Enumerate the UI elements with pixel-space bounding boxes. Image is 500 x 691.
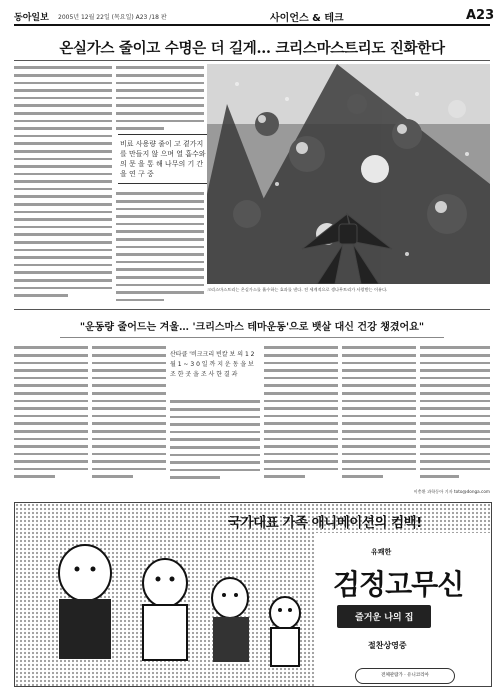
text-line: [342, 397, 416, 405]
text-line: [116, 102, 204, 110]
text-line: [420, 367, 490, 375]
text-line: [420, 466, 490, 474]
text-line: [116, 117, 204, 125]
movie-subtitle: 즐거운 나의 집: [337, 605, 431, 628]
text-line: [170, 398, 260, 406]
text-line: [342, 352, 416, 360]
text-line: [92, 435, 166, 443]
text-line: [342, 420, 416, 428]
text-line: [14, 352, 88, 360]
article2-pull-quote: 산타클 '비크크리 빈칼 보 의 1 2 월 1 ~ 3 0 일 까 지 운 동 을 보 조 한 곳 을 조 사 한 결 과: [170, 351, 255, 378]
text-line: [420, 450, 490, 458]
text-line: [342, 473, 416, 481]
text-line: [342, 344, 416, 352]
text-line: [14, 223, 112, 231]
text-line: [116, 274, 204, 282]
text-line: [342, 428, 416, 436]
text-line: [342, 450, 416, 458]
text-line: [14, 473, 88, 481]
text-line: [264, 344, 338, 352]
text-line: [14, 72, 112, 80]
article2-column-4: [264, 344, 338, 486]
text-line: [116, 281, 204, 289]
text-line: [14, 382, 88, 390]
text-line: [170, 421, 260, 429]
text-line: [92, 450, 166, 458]
text-line: [264, 412, 338, 420]
text-line: [116, 220, 204, 228]
text-line: [264, 458, 338, 466]
text-line: [14, 155, 112, 163]
christmas-tree-photo: [207, 64, 490, 284]
text-line: [14, 125, 112, 133]
text-line: [14, 420, 88, 428]
text-line: [92, 428, 166, 436]
text-line: [14, 64, 112, 72]
text-line: [420, 382, 490, 390]
text-line: [170, 444, 260, 452]
text-line: [420, 359, 490, 367]
text-line: [342, 405, 416, 413]
text-line: [116, 213, 204, 221]
text-line: [264, 466, 338, 474]
text-line: [264, 374, 338, 382]
text-line: [14, 284, 112, 292]
text-line: [116, 243, 204, 251]
text-line: [92, 420, 166, 428]
text-line: [14, 239, 112, 247]
text-line: [92, 473, 166, 481]
text-line: [14, 170, 112, 178]
text-line: [170, 413, 260, 421]
text-line: [264, 352, 338, 360]
text-line: [14, 261, 112, 269]
text-line: [170, 436, 260, 444]
text-line: [116, 258, 204, 266]
text-line: [14, 458, 88, 466]
text-line: [170, 459, 260, 467]
text-line: [14, 79, 112, 87]
movie-title: 검정고무신: [333, 568, 464, 601]
text-line: [420, 397, 490, 405]
text-line: [14, 110, 112, 118]
text-line: [264, 435, 338, 443]
article2-column-2: [92, 344, 166, 486]
text-line: [342, 382, 416, 390]
text-line: [14, 397, 88, 405]
text-line: [92, 458, 166, 466]
text-line: [14, 374, 88, 382]
rating-badge: 전체관람가 · 유니코리아: [355, 668, 455, 684]
text-line: [264, 473, 338, 481]
text-line: [14, 186, 112, 194]
text-line: [14, 148, 112, 156]
text-line: [264, 397, 338, 405]
text-line: [420, 458, 490, 466]
text-line: [92, 443, 166, 451]
text-line: [116, 125, 204, 132]
headline-rule: [14, 60, 490, 61]
christmas-tree-image: [207, 64, 490, 284]
movie-advertisement: [14, 502, 492, 687]
text-line: [92, 374, 166, 382]
text-line: [92, 352, 166, 360]
text-line: [116, 198, 204, 206]
text-line: [14, 428, 88, 436]
text-line: [116, 205, 204, 213]
subhead-rule: [60, 337, 444, 338]
text-line: [116, 289, 204, 297]
article2-column-6: [420, 344, 490, 486]
text-line: [14, 140, 112, 148]
text-line: [116, 296, 204, 304]
text-line: [264, 382, 338, 390]
text-line: [92, 405, 166, 413]
text-line: [92, 359, 166, 367]
text-line: [170, 451, 260, 459]
text-line: [14, 201, 112, 209]
text-line: [14, 277, 112, 285]
byline: 이충환 과학동아 기자 toto@donga.com: [413, 489, 490, 494]
page-number: A23: [466, 8, 495, 23]
text-line: [14, 178, 112, 186]
text-line: [92, 344, 166, 352]
text-line: [14, 102, 112, 110]
text-line: [14, 87, 112, 95]
text-line: [342, 374, 416, 382]
text-line: [116, 87, 204, 95]
text-line: [264, 428, 338, 436]
text-line: [116, 236, 204, 244]
text-line: [420, 412, 490, 420]
text-line: [420, 374, 490, 382]
article2-column-3: [170, 398, 260, 486]
text-line: [14, 450, 88, 458]
text-line: [14, 359, 88, 367]
text-line: [14, 193, 112, 201]
text-line: [92, 367, 166, 375]
text-line: [264, 420, 338, 428]
text-line: [264, 405, 338, 413]
text-line: [116, 64, 204, 72]
text-line: [420, 473, 490, 481]
text-line: [116, 72, 204, 80]
text-line: [14, 132, 112, 140]
movie-pretitle: 유쾌한: [371, 548, 392, 556]
pull-quote: 비료 사용량 줄이 고 곁가지를 만들지 않 으며 열 흡수와 의 문 을 통 해 나무의 기 간 을 연 구 중: [118, 134, 212, 184]
text-line: [420, 428, 490, 436]
text-line: [116, 94, 204, 102]
text-line: [92, 390, 166, 398]
text-line: [342, 435, 416, 443]
text-line: [14, 435, 88, 443]
text-line: [264, 367, 338, 375]
text-line: [342, 443, 416, 451]
section-name: 사이언스 & 테크: [270, 13, 344, 24]
text-line: [92, 382, 166, 390]
text-line: [14, 390, 88, 398]
text-line: [420, 435, 490, 443]
text-line: [14, 443, 88, 451]
text-line: [14, 466, 88, 474]
ad-headline: 국가대표 가족 애니메이션의 컴백!: [228, 515, 422, 531]
text-line: [264, 390, 338, 398]
text-line: [420, 443, 490, 451]
article2-column-5: [342, 344, 416, 486]
text-line: [14, 367, 88, 375]
text-line: [342, 466, 416, 474]
text-line: [342, 458, 416, 466]
article-column-1: [14, 64, 112, 304]
text-line: [92, 466, 166, 474]
text-line: [14, 163, 112, 171]
now-showing-label: 절찬상영중: [368, 641, 407, 650]
text-line: [170, 428, 260, 436]
article-column-2a: [116, 64, 204, 132]
photo-caption: 크리스마스트리는 온실가스를 흡수하는 효과를 낸다. 전 세계적으로 생나무트리가 사랑받는 이유다.: [207, 287, 388, 292]
text-line: [264, 359, 338, 367]
text-line: [14, 269, 112, 277]
newspaper-brand: 동아일보: [14, 13, 49, 23]
text-line: [116, 110, 204, 118]
text-line: [116, 266, 204, 274]
article-headline: 온실가스 줄이고 수명은 더 길게… 크리스마스트리도 진화한다: [59, 40, 445, 57]
text-line: [14, 231, 112, 239]
text-line: [14, 246, 112, 254]
text-line: [420, 344, 490, 352]
article2-column-1: [14, 344, 88, 486]
text-line: [116, 228, 204, 236]
text-line: [342, 359, 416, 367]
text-line: [420, 420, 490, 428]
text-line: [264, 450, 338, 458]
text-line: [14, 405, 88, 413]
text-line: [14, 412, 88, 420]
text-line: [170, 466, 260, 474]
text-line: [14, 117, 112, 125]
text-line: [420, 405, 490, 413]
text-line: [342, 367, 416, 375]
article-column-2b: [116, 190, 204, 304]
section-rule: [14, 309, 490, 310]
text-line: [420, 352, 490, 360]
header-rule: [14, 24, 490, 26]
text-line: [170, 474, 260, 482]
text-line: [116, 190, 204, 198]
page-header: [14, 6, 495, 24]
issue-date: 2005년 12월 22일 (목요일) A23 /18 판: [58, 14, 167, 21]
text-line: [14, 254, 112, 262]
text-line: [14, 94, 112, 102]
text-line: [170, 406, 260, 414]
text-line: [14, 208, 112, 216]
text-line: [420, 390, 490, 398]
text-line: [116, 79, 204, 87]
text-line: [92, 397, 166, 405]
text-line: [342, 412, 416, 420]
text-line: [342, 390, 416, 398]
text-line: [92, 412, 166, 420]
text-line: [264, 443, 338, 451]
text-line: [14, 216, 112, 224]
second-headline: "운동량 줄어드는 겨울… '크리스마스 테마운동'으로 뱃살 대신 건강 챙겼어요": [79, 322, 425, 333]
text-line: [14, 344, 88, 352]
text-line: [116, 251, 204, 259]
text-line: [14, 292, 112, 300]
